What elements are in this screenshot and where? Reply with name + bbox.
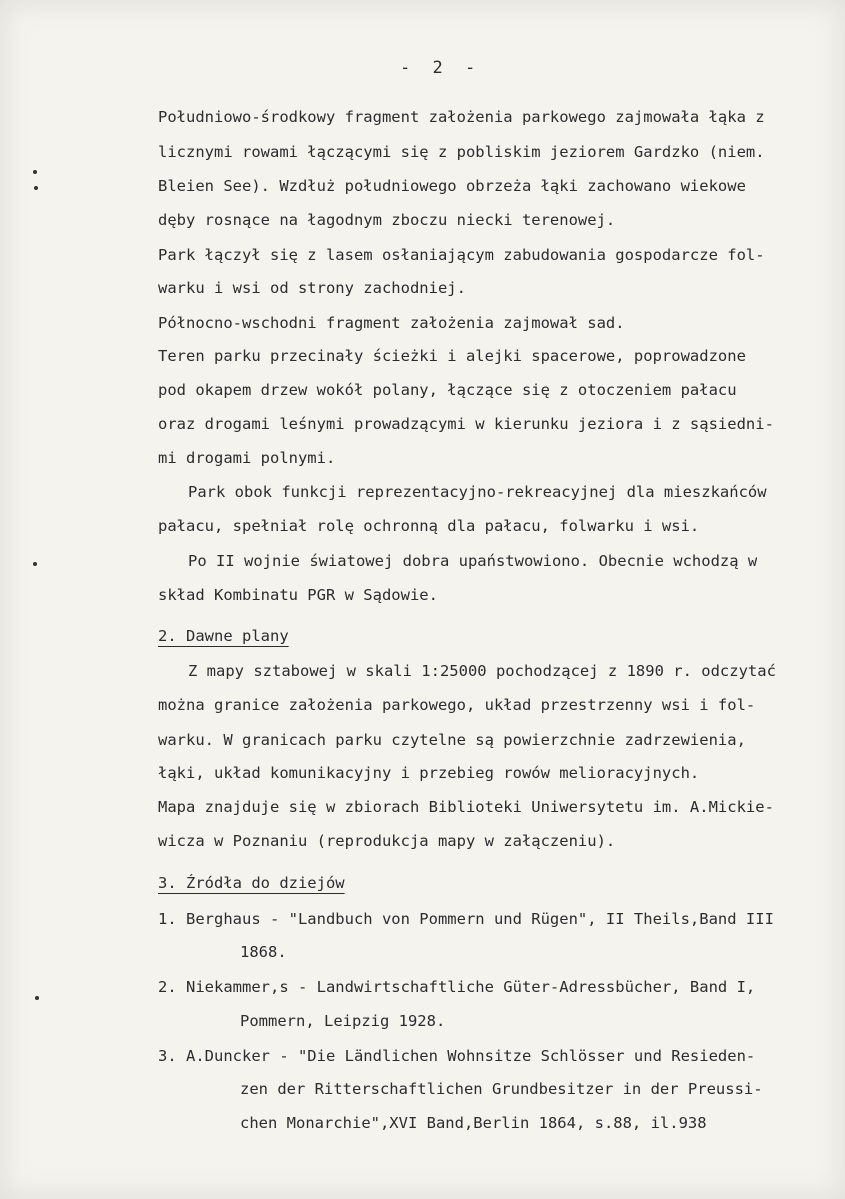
source-item: 1. Berghaus - "Landbuch von Pommern und Rügen", II Theils,Band III — [158, 910, 774, 928]
text-line: mi drogami polnymi. — [158, 449, 336, 467]
text-line: warku. W granicach parku czytelne są powierzchnie zadrzewienia, — [158, 731, 746, 749]
text-line: Północno-wschodni fragment założenia zajmował sad. — [158, 314, 625, 332]
text-line: Mapa znajduje się w zbiorach Biblioteki Uniwersytetu im. A.Mickie- — [158, 798, 774, 816]
text-line: Teren parku przecinały ścieżki i alejki spacerowe, poprowadzone — [158, 347, 746, 365]
source-item-continuation: Pommern, Leipzig 1928. — [240, 1012, 446, 1030]
paragraph-first-line: Po II wojnie światowej dobra upaństwowiono. Obecnie wchodzą w — [188, 552, 758, 570]
text-line: pod okapem drzew wokół polany, łączące się z otoczeniem pałacu — [158, 381, 737, 399]
text-line: oraz drogami leśnymi prowadzącymi w kierunku jeziora i z sąsiedni- — [158, 415, 774, 433]
paragraph-first-line: Z mapy sztabowej w skali 1:25000 pochodzącej z 1890 r. odczytać — [188, 662, 776, 680]
margin-mark — [35, 996, 39, 1000]
text-line: Park łączył się z lasem osłaniającym zabudowania gospodarcze fol- — [158, 246, 765, 264]
text-line: Południowo-środkowy fragment założenia parkowego zajmowała łąka z — [158, 108, 765, 126]
margin-mark — [34, 186, 38, 190]
source-item-continuation: 1868. — [240, 943, 287, 961]
source-item-continuation: chen Monarchie",XVI Band,Berlin 1864, s.88, il.938 — [240, 1114, 707, 1132]
section-heading: 3. Źródła do dziejów — [158, 874, 345, 892]
source-item: 3. A.Duncker - "Die Ländlichen Wohnsitze Schlösser und Resieden- — [158, 1047, 756, 1065]
section-heading: 2. Dawne plany — [158, 627, 289, 645]
page-number: - 2 - — [400, 58, 482, 78]
text-line: warku i wsi od strony zachodniej. — [158, 279, 466, 297]
text-line: licznymi rowami łączącymi się z pobliskim jeziorem Gardzko (niem. — [158, 143, 765, 161]
source-item: 2. Niekammer,s - Landwirtschaftliche Güter-Adressbücher, Band I, — [158, 978, 756, 996]
margin-mark — [33, 562, 37, 566]
text-line: pałacu, spełniał rolę ochronną dla pałacu, folwarku i wsi. — [158, 517, 700, 535]
text-line: łąki, układ komunikacyjny i przebieg rowów melioracyjnych. — [158, 764, 700, 782]
text-line: wicza w Poznaniu (reprodukcja mapy w załączeniu). — [158, 832, 616, 850]
paragraph-first-line: Park obok funkcji reprezentacyjno-rekreacyjnej dla mieszkańców — [188, 483, 767, 501]
text-line: Bleien See). Wzdłuż południowego obrzeża łąki zachowano wiekowe — [158, 177, 746, 195]
text-line: dęby rosnące na łagodnym zboczu niecki terenowej. — [158, 211, 616, 229]
margin-mark — [33, 170, 37, 174]
text-line: można granice założenia parkowego, układ przestrzenny wsi i fol- — [158, 696, 756, 714]
text-line: skład Kombinatu PGR w Sądowie. — [158, 586, 438, 604]
source-item-continuation: zen der Ritterschaftlichen Grundbesitzer in der Preussi- — [240, 1080, 763, 1098]
